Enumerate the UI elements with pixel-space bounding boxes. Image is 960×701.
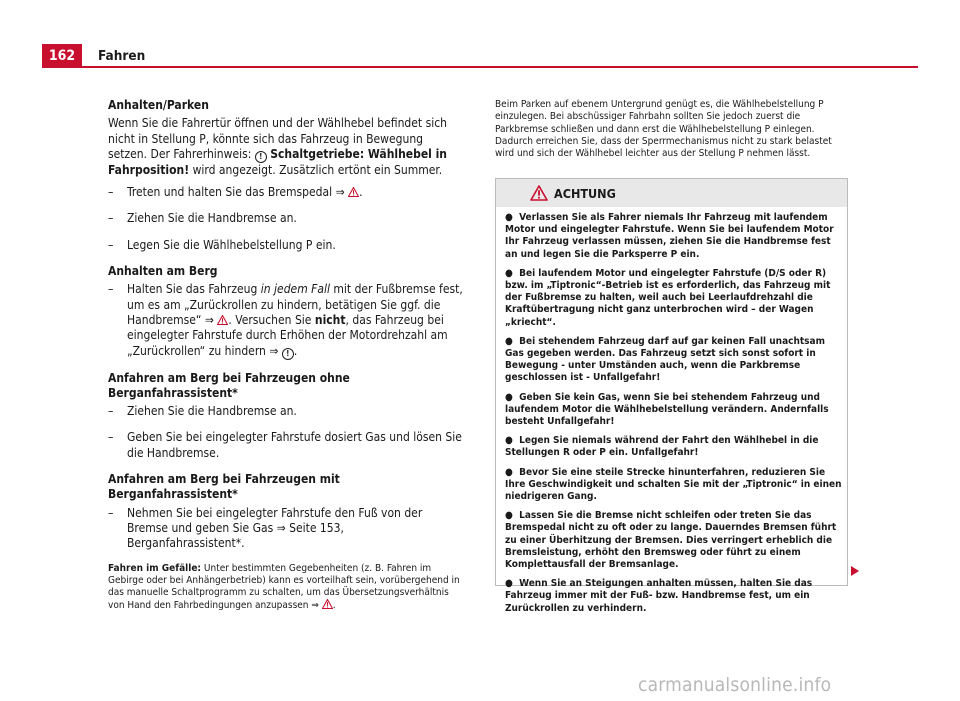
- chapter-title: Fahren: [98, 48, 146, 64]
- warning-box: [495, 178, 848, 614]
- section-heading-parken: Anhalten/Parken: [108, 98, 209, 112]
- warning-triangle-icon[interactable]: [217, 315, 228, 325]
- continue-arrow-icon[interactable]: [851, 566, 859, 576]
- step-item: – Ziehen Sie die Handbremse an.: [108, 404, 464, 419]
- section-heading-mit: Anfahren am Berg bei Fahrzeugen mit Berganfahrassistent*: [108, 472, 340, 502]
- step-item: – Ziehen Sie die Handbremse an.: [108, 211, 464, 226]
- warning-item: ● Bei laufendem Motor und eingelegter Fahrstufe (D/S oder R) bzw. im „Tiptronic“-Betrieb ist es erforderlich, das Fahrzeug mit der Fußbremse zu halten, weil auch bei Leerlaufdrehzahl die Kraftübertragung nicht ganz unterbrochen wird – der Wagen „kriecht“.: [505, 267, 831, 328]
- warning-item: ● Verlassen Sie als Fahrer niemals Ihr Fahrzeug mit laufendem Motor und eingelegter Fahrstufe. Wenn Sie bei laufendem Motor Ihr Fahrzeug verlassen müssen, ziehen Sie die Handbremse fest an und legen Sie die Parksperre P ein.: [505, 212, 834, 260]
- warning-item: ● Wenn Sie an Steigungen anhalten müssen, halten Sie das Fahrzeug immer mit der Fuß- bzw. Handbremse fest, um ein Zurückrollen zu verhindern.: [505, 578, 813, 614]
- section-heading-berg: Anhalten am Berg: [108, 264, 218, 279]
- step-item: – Halten Sie das Fahrzeug in jedem Fall mit der Fußbremse fest, um es am „Zurückrollen zu hindern, betätigen Sie ggf. die Handbremse“ ⇒ . Versuchen Sie nicht, das Fahrzeug bei eingelegter Fahrstufe durch Erhöhen der Motordrehzahl am „Zurückrollen“ zu hindern ⇒ ! .: [108, 282, 464, 359]
- page-number: 162: [42, 44, 82, 68]
- driver-message: Schaltgetriebe: Wählhebel in Fahrposition!: [108, 146, 447, 177]
- warning-header: [496, 179, 847, 207]
- step-item: – Nehmen Sie bei eingelegter Fahrstufe den Fuß von der Bremse und geben Sie Gas ⇒ Seite 153, Berganfahrassistent*.: [108, 506, 464, 552]
- note-gefaelle: Fahren im Gefälle: Unter bestimmten Gegebenheiten (z. B. Fahren im Gebirge oder bei Anhängerbetrieb) kann es vorteilhaft sein, vorübergehend in das manuelle Schaltprogramm zu schalten, um das Übersetzungsverhältnis von Hand den Fahrbedingungen anzupassen ⇒ .: [108, 562, 460, 612]
- warning-item: ● Lassen Sie die Bremse nicht schleifen oder treten Sie das Bremspedal nicht zu oft oder zu lange. Dauerndes Bremsen führt zu einer Überhitzung der Bremsen. Dies verringert erheblich die Bremsleistung, erhöht den Bremsweg oder führt zu einem Komplettausfall der Bremsanlage.: [505, 510, 837, 571]
- watermark: carmanualsonline.info: [638, 674, 832, 696]
- warning-item: ● Bevor Sie eine steile Strecke hinunterfahren, reduzieren Sie Ihre Geschwindigkeit und schalten Sie mit der „Tiptronic“ in einen niedrigeren Gang.: [505, 466, 842, 503]
- warning-triangle-icon[interactable]: [348, 187, 359, 197]
- warning-item: ● Bei stehendem Fahrzeug darf auf gar keinen Fall unachtsam Gas gegeben werden. Das Fahrzeug setzt sich sonst sofort in Bewegung - unter Umständen auch, wenn die Parkbremse geschlossen ist - Unfallgefahr!: [505, 335, 825, 384]
- header-rule: [82, 66, 918, 68]
- warning-body: [496, 207, 847, 615]
- section-heading-ohne: Anfahren am Berg bei Fahrzeugen ohne Berganfahrassistent*: [108, 370, 350, 400]
- left-column: [108, 98, 464, 612]
- step-item: – Legen Sie die Wählhebelstellung P ein.: [108, 238, 464, 253]
- warning-triangle-icon: [530, 185, 548, 201]
- info-circle-icon[interactable]: !: [282, 348, 294, 360]
- warning-title: ACHTUNG: [554, 186, 616, 201]
- paragraph-parken: Wenn Sie die Fahrertür öffnen und der Wählhebel befindet sich nicht in Stellung P, könnte sich das Fahrzeug in Bewegung setzen. Der Fahrerhinweis: ! Schaltgetriebe: Wählhebel in Fahrposition! wird angezeigt. Zusätzlich ertönt ein Summer.: [108, 116, 447, 177]
- step-item: – Geben Sie bei eingelegter Fahrstufe dosiert Gas und lösen Sie die Handbremse.: [108, 430, 464, 461]
- parking-intro: Beim Parken auf ebenem Untergrund genügt es, die Wählhebelstellung P einzulegen. Bei abschüssiger Fahrbahn sollten Sie jedoch zuerst die Parkbremse schließen und dann erst die Wählhebelstellung P einlegen. Dadurch erreichen Sie, dass der Sperrmechanismus nicht zu stark belastet wird und sich der Wählhebel leichter aus der Stellung P nehmen lässt.: [495, 99, 832, 160]
- info-circle-icon: !: [255, 151, 267, 163]
- warning-item: ● Legen Sie niemals während der Fahrt den Wählhebel in die Stellungen R oder P ein. Unfallgefahr!: [505, 435, 819, 459]
- warning-triangle-icon[interactable]: [322, 599, 333, 609]
- warning-item: ● Geben Sie kein Gas, wenn Sie bei stehendem Fahrzeug und laufendem Motor die Wählhebelstellung verändern. Andernfalls besteht Unfallgefahr!: [505, 391, 829, 428]
- step-item: – Treten und halten Sie das Bremspedal ⇒ .: [108, 185, 464, 200]
